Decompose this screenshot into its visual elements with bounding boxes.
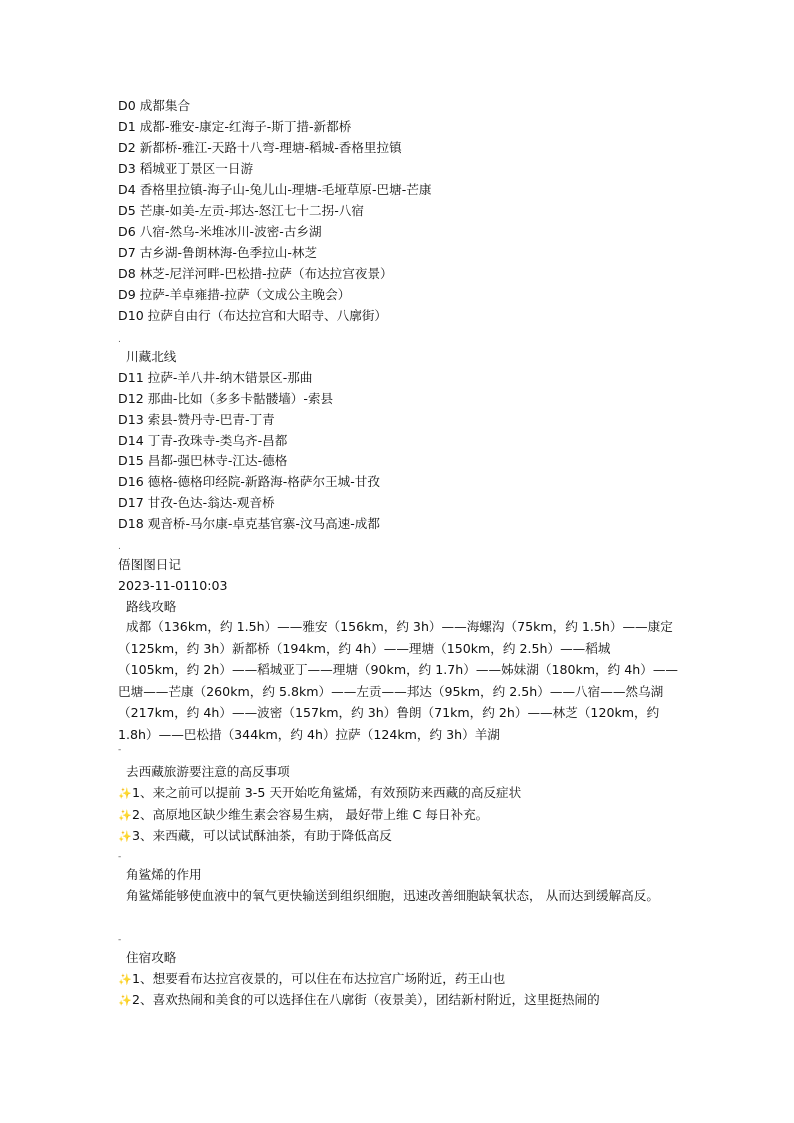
diary-datetime: 2023-11-0110:03 <box>118 578 228 593</box>
sparkle-icon: ✨ <box>118 994 132 1007</box>
paragraph-marker: . <box>118 335 121 345</box>
paragraph-marker: - <box>118 745 122 755</box>
tip-item: ✨1、来之前可以提前 3-5 天开始吃角鲨烯，有效预防来西藏的高反症状 <box>118 784 521 803</box>
itinerary-day: D6 八宿-然乌-米堆冰川-波密-古乡湖 <box>118 224 322 239</box>
section-title: 川藏北线 <box>126 349 177 364</box>
itinerary-day: D12 那曲-比如（多多卡骷髅墙）-索县 <box>118 391 334 406</box>
itinerary-day: D16 德格-德格印经院-新路海-格萨尔王城-甘孜 <box>118 474 380 489</box>
itinerary-day: D9 拉萨-羊卓雍措-拉萨（文成公主晚会） <box>118 287 351 302</box>
section-title: 住宿攻略 <box>126 950 177 965</box>
itinerary-day: D10 拉萨自由行（布达拉宫和大昭寺、八廓街） <box>118 308 388 323</box>
tip-item: ✨3、来西藏，可以试试酥油茶，有助于降低高反 <box>118 827 392 846</box>
itinerary-day: D14 丁青-孜珠寺-类乌齐-昌都 <box>118 433 288 448</box>
itinerary-day: D3 稻城亚丁景区一日游 <box>118 161 254 176</box>
itinerary-day: D2 新都桥-雅江-天路十八弯-理塘-稻城-香格里拉镇 <box>118 140 402 155</box>
paragraph-marker: - <box>118 935 122 945</box>
squalene-paragraph: 角鲨烯能够使血液中的氧气更快输送到组织细胞，迅速改善细胞缺氧状态， 从而达到缓解高反。 <box>126 888 659 903</box>
itinerary-day: D11 拉萨-羊八井-纳木错景区-那曲 <box>118 370 313 385</box>
itinerary-day: D1 成都-雅安-康定-红海子-斯丁措-新都桥 <box>118 119 352 134</box>
sparkle-icon: ✨ <box>118 809 132 822</box>
itinerary-day: D13 索县-赞丹寺-巴青-丁青 <box>118 412 275 427</box>
itinerary-day: D7 古乡湖-鲁朗林海-色季拉山-林芝 <box>118 245 318 260</box>
section-title: 去西藏旅游要注意的高反事项 <box>126 764 290 779</box>
itinerary-day: D15 昌都-强巴林寺-江达-德格 <box>118 453 288 468</box>
diary-source: 俉图图日记 <box>118 557 181 572</box>
itinerary-day: D8 林芝-尼洋河畔-巴松措-拉萨（布达拉宫夜景） <box>118 266 393 281</box>
itinerary-day: D5 芒康-如美-左贡-邦达-怒江七十二拐-八宿 <box>118 203 364 218</box>
sparkle-icon: ✨ <box>118 787 132 800</box>
section-title: 路线攻略 <box>126 599 177 614</box>
route-guide-paragraph: 成都（136km，约 1.5h）——雅安（156km，约 3h）——海螺沟（75km，约 1.5h）——康定（125km，约 3h）新都桥（194km，约 4h）——理塘（150km，约 2.5h）——稻城（105km，约 2h）——稻城亚丁——理塘（90km，约 1.7h）——姊妹湖（180km，约 4h）——巴塘——芒康（260km，约 5.8km）——左贡——邦达（95km，约 2.5h）——八宿——然乌湖（217km，约 4h）——波密（157km，约 3h）鲁朗（71km，约 2h）——林芝（120km，约 1.8h）——巴松措（344km，约 4h）拉萨（124km，约 3h）羊湖 <box>118 619 679 742</box>
sparkle-icon: ✨ <box>118 973 132 986</box>
paragraph-marker: . <box>118 542 121 552</box>
tip-item: ✨2、喜欢热闹和美食的可以选择住在八廓街（夜景美），团结新村附近，这里挺热闹的 <box>118 991 600 1010</box>
tip-item: ✨2、高原地区缺少维生素会容易生病， 最好带上维 C 每日补充。 <box>118 806 488 825</box>
itinerary-day: D18 观音桥-马尔康-卓克基官寨-汶马高速-成都 <box>118 516 380 531</box>
itinerary-day: D4 香格里拉镇-海子山-兔儿山-理塘-毛垭草原-巴塘-芒康 <box>118 182 432 197</box>
section-title: 角鲨烯的作用 <box>126 867 202 882</box>
itinerary-day: D0 成都集合 <box>118 98 191 113</box>
paragraph-marker: - <box>118 852 122 862</box>
tip-item: ✨1、想要看布达拉宫夜景的，可以住在布达拉宫广场附近，药王山也 <box>118 970 505 989</box>
itinerary-day: D17 甘孜-色达-翁达-观音桥 <box>118 495 275 510</box>
sparkle-icon: ✨ <box>118 830 132 843</box>
